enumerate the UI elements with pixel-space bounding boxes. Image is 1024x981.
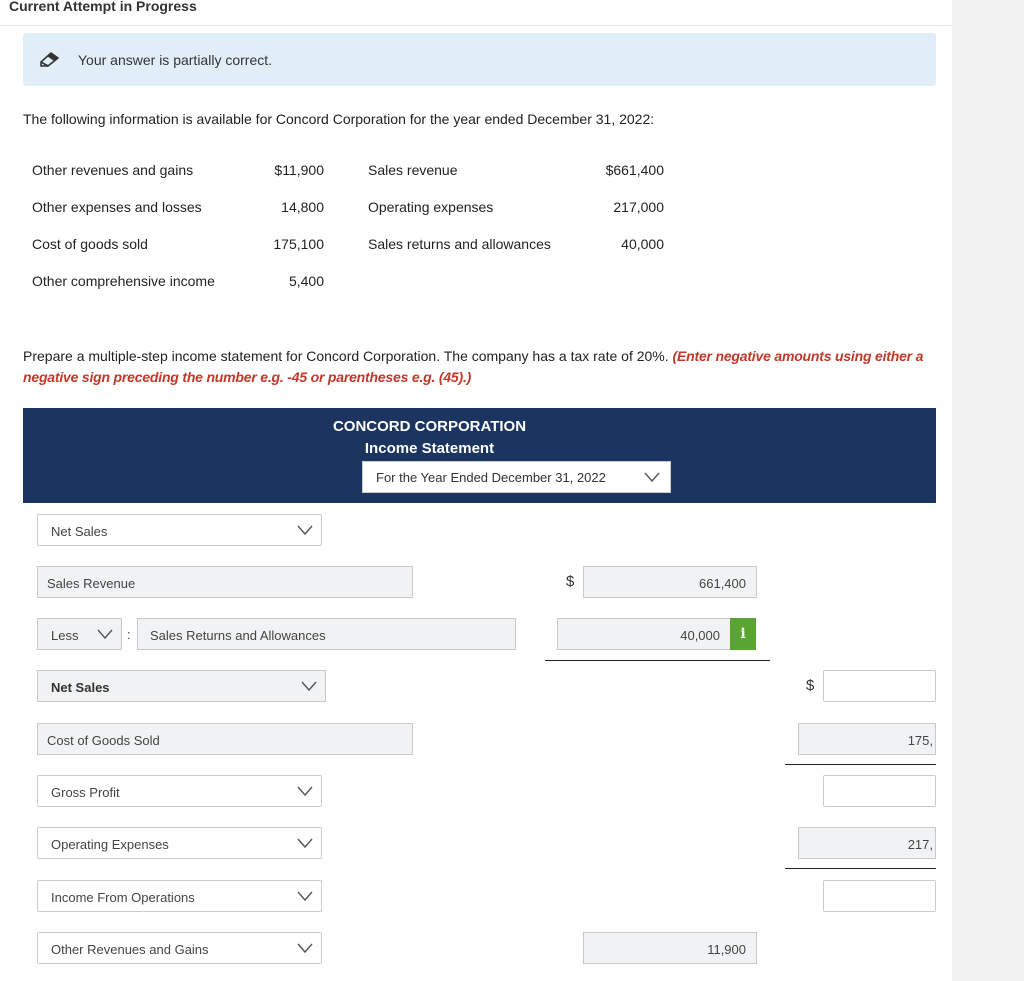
banner-text: Your answer is partially correct. <box>78 52 273 68</box>
dollar-sign: $ <box>806 677 815 694</box>
period-select[interactable] <box>362 461 671 493</box>
field-value: 40,000 <box>680 628 720 643</box>
field-text: Sales Returns and Allowances <box>150 628 326 643</box>
subtotal-rule <box>545 660 770 661</box>
chevron-down-icon <box>97 628 113 640</box>
field-value: 661,400 <box>699 576 746 591</box>
net-sales-heading-select[interactable] <box>37 514 322 546</box>
info-value: 14,800 <box>281 199 324 215</box>
period-select-value: For the Year Ended December 31, 2022 <box>376 470 606 485</box>
sales-revenue-amount[interactable] <box>583 566 757 598</box>
right-gutter <box>952 0 1024 981</box>
info-value: 5,400 <box>288 273 324 289</box>
chevron-down-icon <box>297 942 313 954</box>
net-sales-amount-input[interactable] <box>823 670 936 702</box>
income-from-operations-select[interactable] <box>37 880 322 912</box>
instructions-note: (Enter negative amounts using either a negative sign preceding the number e.g. -45 or parentheses e.g. (45).) <box>23 348 924 385</box>
info-value: 217,000 <box>613 199 664 215</box>
select-value: Income From Operations <box>51 890 195 905</box>
chevron-down-icon <box>644 471 660 483</box>
info-value: 40,000 <box>621 236 664 252</box>
select-value: Less <box>51 628 79 643</box>
dollar-sign: $ <box>566 573 575 590</box>
info-value: $661,400 <box>605 162 664 178</box>
info-label: Cost of goods sold <box>32 236 148 252</box>
gross-profit-select[interactable] <box>37 775 322 807</box>
feedback-banner <box>23 33 936 86</box>
instructions-text: Prepare a multiple-step income statement for Concord Corporation. The company has a tax rate of 20%. <box>23 348 669 364</box>
net-sales-select[interactable] <box>37 670 326 702</box>
income-from-operations-amount-input[interactable] <box>823 880 936 912</box>
chevron-down-icon <box>297 890 313 902</box>
instructions <box>23 346 933 388</box>
operating-expenses-amount[interactable] <box>798 827 936 859</box>
info-label: Sales returns and allowances <box>368 236 551 252</box>
cogs-label-field[interactable] <box>37 723 413 755</box>
intro-text: The following information is available for Concord Corporation for the year ended December 31, 2022: <box>23 111 655 127</box>
select-value: Gross Profit <box>51 785 120 800</box>
gross-profit-amount-input[interactable] <box>823 775 936 807</box>
info-label: Operating expenses <box>368 199 494 215</box>
sales-revenue-label-field[interactable] <box>37 566 413 598</box>
company-name: CONCORD CORPORATION <box>332 418 527 435</box>
pencil-icon <box>39 51 61 67</box>
chevron-down-icon <box>297 524 313 536</box>
field-value: 11,900 <box>707 942 746 957</box>
less-select[interactable] <box>37 618 122 650</box>
chevron-down-icon <box>297 837 313 849</box>
sales-returns-label-field[interactable] <box>137 618 516 650</box>
chevron-down-icon <box>301 680 317 692</box>
colon-separator: : <box>127 627 131 642</box>
field-value: 175, <box>907 733 933 748</box>
sales-returns-amount[interactable] <box>557 618 731 650</box>
other-revenues-select[interactable] <box>37 932 322 964</box>
field-value: 217, <box>907 837 933 852</box>
chevron-down-icon <box>297 785 313 797</box>
info-label: Other expenses and losses <box>32 199 202 215</box>
select-value: Operating Expenses <box>51 837 169 852</box>
attempt-title: Current Attempt in Progress <box>9 0 197 14</box>
info-label: Other comprehensive income <box>32 273 215 289</box>
select-value: Net Sales <box>51 524 108 539</box>
info-value: 175,100 <box>273 236 324 252</box>
cogs-amount[interactable] <box>798 723 936 755</box>
info-value: $11,900 <box>274 162 324 178</box>
select-value: Net Sales <box>51 680 110 695</box>
info-icon[interactable]: i <box>730 618 756 650</box>
subtotal-rule <box>785 764 936 765</box>
select-value: Other Revenues and Gains <box>51 942 209 957</box>
statement-header <box>23 408 936 503</box>
statement-title: Income Statement <box>364 440 495 457</box>
field-text: Cost of Goods Sold <box>47 733 160 748</box>
info-label: Other revenues and gains <box>32 162 194 178</box>
divider <box>0 25 952 26</box>
field-text: Sales Revenue <box>47 576 136 591</box>
other-revenues-amount[interactable] <box>583 932 757 964</box>
operating-expenses-select[interactable] <box>37 827 322 859</box>
subtotal-rule <box>785 868 936 869</box>
info-label: Sales revenue <box>368 162 458 178</box>
